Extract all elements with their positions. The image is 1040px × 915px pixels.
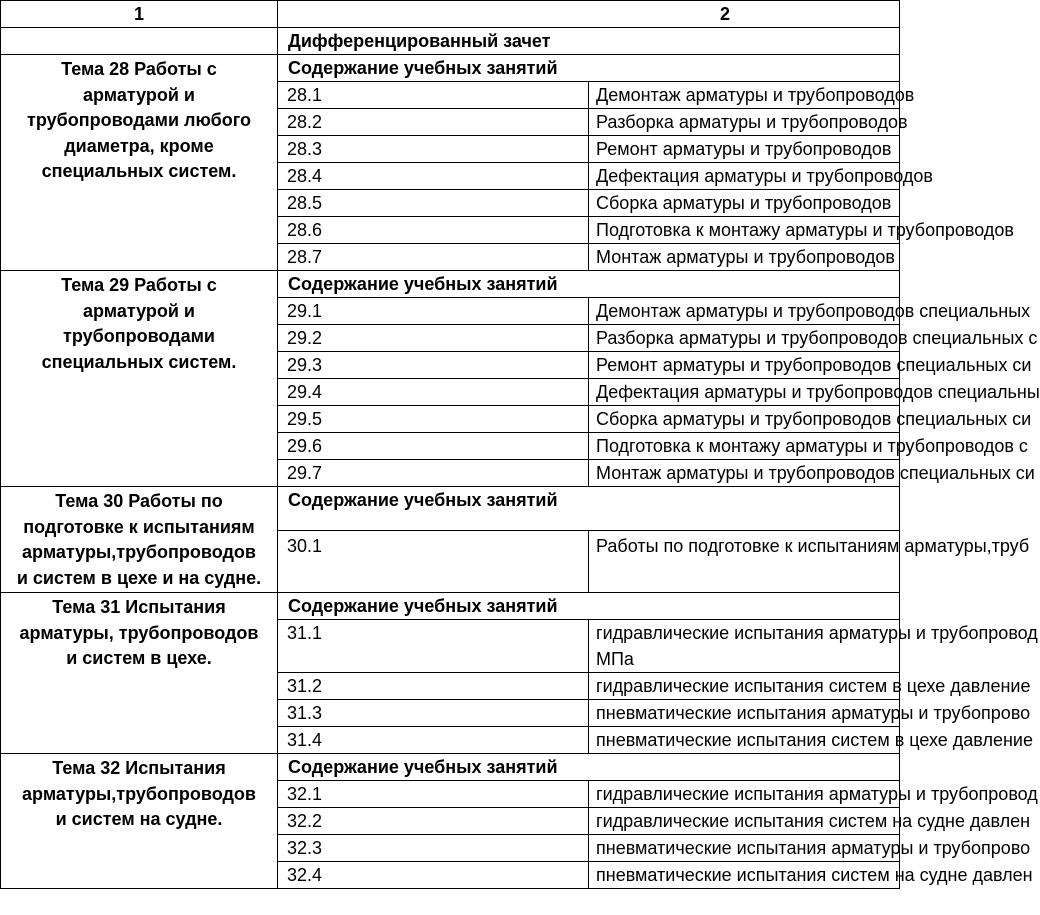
topic-31-content-label: Содержание учебных занятий xyxy=(278,593,900,620)
item-number: 32.1 xyxy=(278,781,589,808)
item-text-line-1: гидравлические испытания арматуры и трубопровод xyxy=(596,623,1038,643)
item-number: 31.2 xyxy=(278,673,589,700)
item-number: 31.3 xyxy=(278,700,589,727)
topic-31-header-row xyxy=(1,593,900,620)
exam-empty-cell xyxy=(1,28,278,55)
topic-30-header-row xyxy=(1,487,900,531)
topic-28-title-cell xyxy=(1,55,278,271)
item-number: 29.6 xyxy=(278,433,589,460)
item-number: 31.4 xyxy=(278,727,589,754)
item-text: Ремонт арматуры и трубопроводов xyxy=(589,136,900,163)
topic-31-title: Тема 31 Испытания арматуры, трубопроводов и систем в цехе. xyxy=(19,597,259,668)
exam-row xyxy=(1,28,900,55)
item-text: пневматические испытания арматуры и трубопрово xyxy=(589,700,900,727)
topic-28-content-label: Содержание учебных занятий xyxy=(278,55,900,82)
item-text: гидравлические испытания систем на судне давлен xyxy=(589,808,900,835)
item-number: 28.6 xyxy=(278,217,589,244)
item-text: Работы по подготовке к испытаниям арматуры,труб xyxy=(589,531,900,593)
column-2-header: 2 xyxy=(278,1,900,28)
topic-32-content-label: Содержание учебных занятий xyxy=(278,754,900,781)
item-number: 29.1 xyxy=(278,298,589,325)
topic-30-content-label: Содержание учебных занятий xyxy=(278,487,900,531)
item-number: 28.7 xyxy=(278,244,589,271)
topic-32-title: Тема 32 Испытания арматуры,трубопроводов и систем на судне. xyxy=(22,758,256,829)
item-text: пневматические испытания арматуры и трубопрово xyxy=(589,835,900,862)
topic-31-title-cell xyxy=(1,593,278,754)
item-number: 32.2 xyxy=(278,808,589,835)
topic-28-title: Тема 28 Работы с арматурой и трубопроводами любого диаметра, кроме специальных систем. xyxy=(27,59,251,181)
exam-label: Дифференцированный зачет xyxy=(278,28,900,55)
topic-29-content-label: Содержание учебных занятий xyxy=(278,271,900,298)
item-text: Ремонт арматуры и трубопроводов специальных си xyxy=(589,352,900,379)
header-row xyxy=(1,1,900,28)
item-number: 29.5 xyxy=(278,406,589,433)
item-text: гидравлические испытания систем в цехе давление xyxy=(589,673,900,700)
item-number: 30.1 xyxy=(278,531,589,593)
item-text: пневматические испытания систем на судне давлен xyxy=(589,862,900,889)
item-number: 32.4 xyxy=(278,862,589,889)
topic-30-title: Тема 30 Работы по подготовке к испытаниям арматуры,трубопроводов и систем в цехе и на судне. xyxy=(16,491,262,588)
item-text: пневматические испытания систем в цехе давление xyxy=(589,727,900,754)
column-1-header: 1 xyxy=(1,1,278,28)
item-text: Монтаж арматуры и трубопроводов xyxy=(589,244,900,271)
item-number: 28.4 xyxy=(278,163,589,190)
item-text xyxy=(589,620,1038,673)
item-number: 31.1 xyxy=(278,620,589,673)
item-text: Разборка арматуры и трубопроводов специальных с xyxy=(589,325,900,352)
topic-30-title-cell xyxy=(1,487,278,593)
topic-29-title: Тема 29 Работы с арматурой и трубопроводами специальных систем. xyxy=(41,275,237,372)
item-number: 29.3 xyxy=(278,352,589,379)
topic-32-title-cell xyxy=(1,754,278,889)
item-text: Демонтаж арматуры и трубопроводов xyxy=(589,82,900,109)
item-number: 32.3 xyxy=(278,835,589,862)
item-text: Сборка арматуры и трубопроводов специальных си xyxy=(589,406,900,433)
item-number: 28.3 xyxy=(278,136,589,163)
item-number: 28.1 xyxy=(278,82,589,109)
topic-29-title-cell xyxy=(1,271,278,487)
item-text: Подготовка к монтажу арматуры и трубопроводов xyxy=(589,217,900,244)
item-number: 29.2 xyxy=(278,325,589,352)
item-text-line-2: МПа xyxy=(596,649,634,669)
item-text: Подготовка к монтажу арматуры и трубопроводов с xyxy=(589,433,900,460)
topic-32-header-row xyxy=(1,754,900,781)
item-text: Монтаж арматуры и трубопроводов специальных си xyxy=(589,460,900,487)
topic-28-header-row xyxy=(1,55,900,82)
item-number: 28.5 xyxy=(278,190,589,217)
topic-29-header-row xyxy=(1,271,900,298)
item-text: Дефектация арматуры и трубопроводов xyxy=(589,163,900,190)
item-text: Разборка арматуры и трубопроводов xyxy=(589,109,900,136)
item-number: 29.4 xyxy=(278,379,589,406)
item-number: 28.2 xyxy=(278,109,589,136)
item-text: Сборка арматуры и трубопроводов xyxy=(589,190,900,217)
item-text: Дефектация арматуры и трубопроводов специальны xyxy=(589,379,900,406)
item-text: гидравлические испытания арматуры и трубопровод xyxy=(589,781,900,808)
item-number: 29.7 xyxy=(278,460,589,487)
item-text: Демонтаж арматуры и трубопроводов специальных xyxy=(589,298,900,325)
